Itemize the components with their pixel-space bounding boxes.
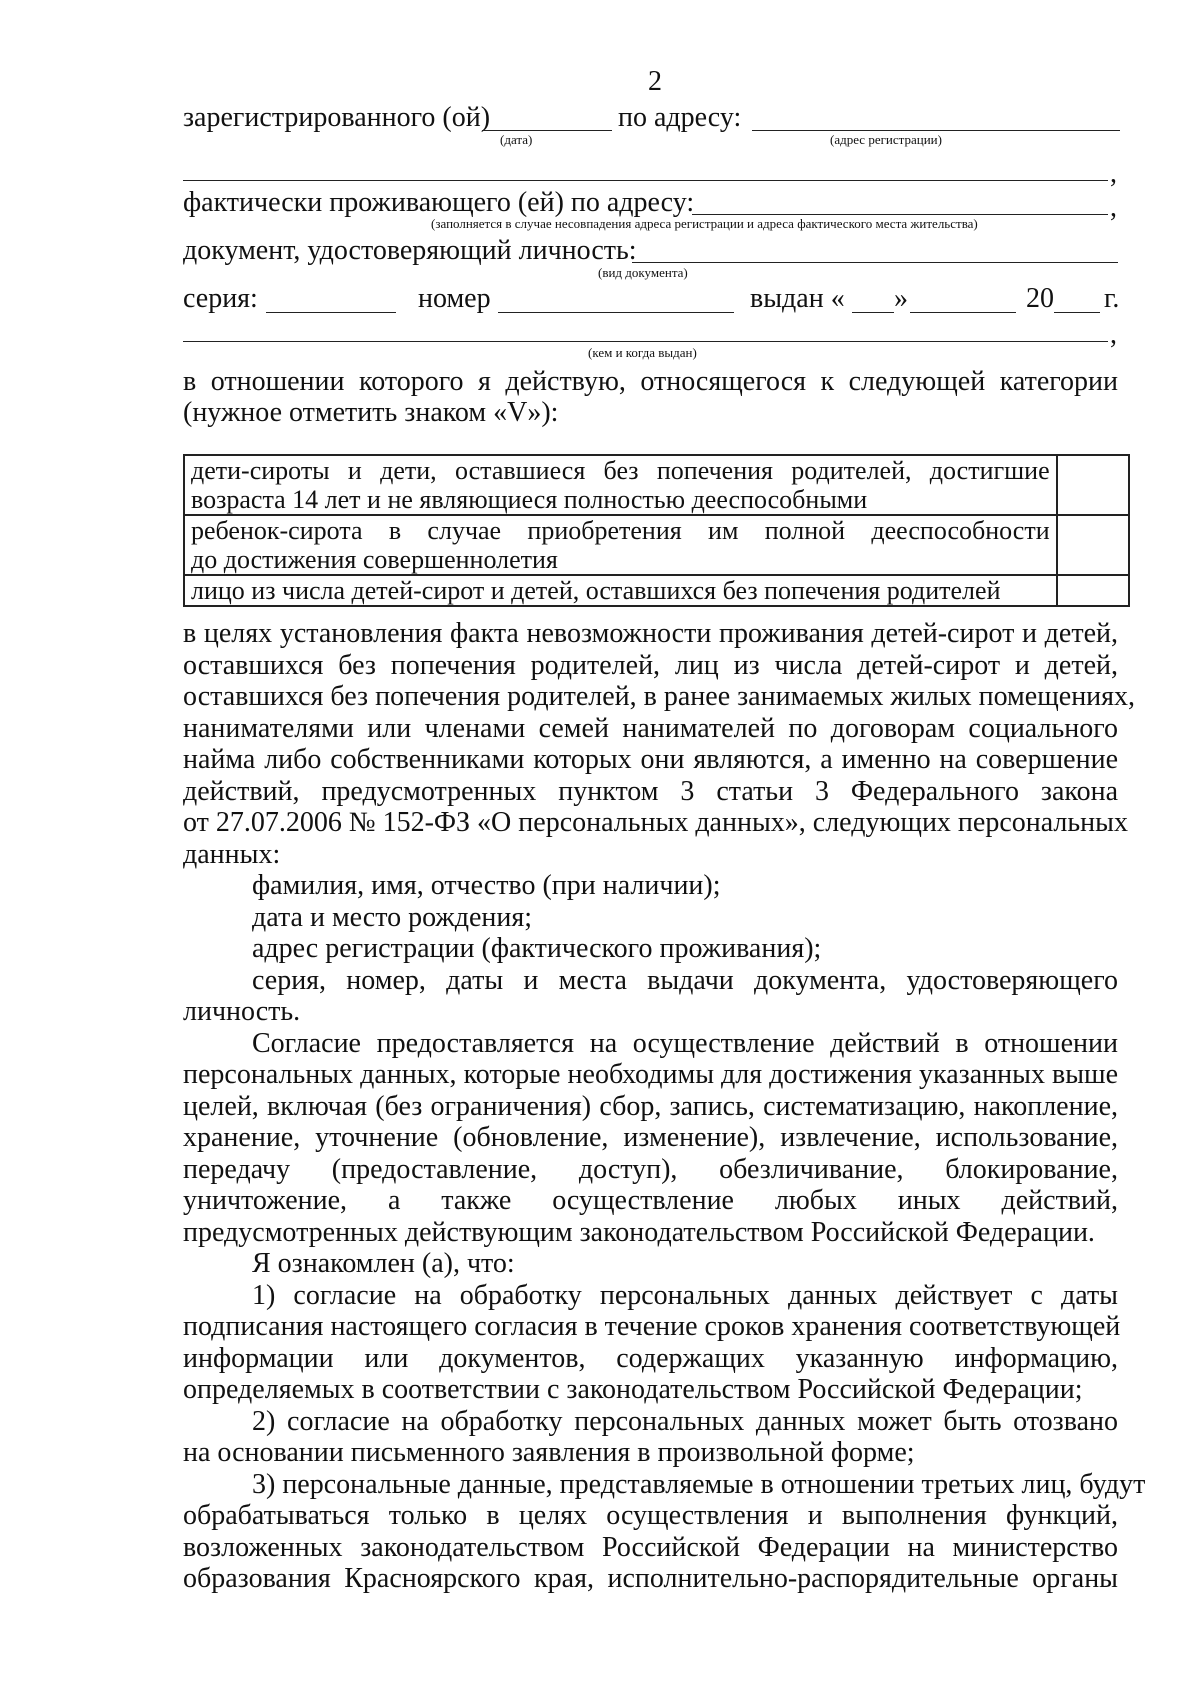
issued-day-field[interactable] [852, 312, 894, 313]
intro-line: (нужное отметить знаком «V»): [183, 397, 559, 428]
reg-address-field[interactable] [752, 130, 1120, 131]
acquainted-line: Я ознакомлен (а), что: [252, 1248, 515, 1279]
data-item: серия, номер, даты и места выдачи документа, удостоверяющего [252, 965, 1118, 996]
issued-by-field[interactable] [183, 341, 1108, 342]
year-prefix: 20 [1026, 283, 1054, 314]
point3-line: 3) персональные данные, представляемые в отношении третьих лиц, будут [252, 1469, 1146, 1500]
category-row [184, 515, 1129, 575]
consent-line: предусмотренных действующим законодательством Российской Федерации. [183, 1217, 1095, 1248]
comma-1: , [1110, 158, 1117, 189]
intro-line: в отношении которого я действую, относящегося к следующей категории [183, 366, 1118, 397]
year-suffix: г. [1104, 283, 1120, 314]
page-number: 2 [648, 66, 662, 97]
date-caption: (дата) [500, 132, 533, 147]
purpose-line: оставшихся без попечения родителей, в ранее занимаемых жилых помещениях, [183, 681, 1136, 712]
actual-address-caption: (заполняется в случае несовпадения адреса регистрации и адреса фактического места жительства) [431, 216, 978, 231]
issued-by-caption: (кем и когда выдан) [588, 345, 697, 360]
consent-line: персональных данных, которые необходимы для достижения указанных выше [183, 1059, 1118, 1090]
actual-address-field[interactable] [692, 214, 1108, 215]
consent-line: передачу (предоставление, доступ), обезличивание, блокирование, [183, 1154, 1118, 1185]
number-field[interactable] [498, 312, 734, 313]
address-label: по адресу: [618, 102, 742, 133]
series-field[interactable] [266, 312, 396, 313]
category-row [184, 575, 1129, 606]
category-table [183, 454, 1130, 607]
point1-line: 1) согласие на обработку персональных данных действует с даты [252, 1280, 1118, 1311]
registered-label: зарегистрированного (ой) [183, 102, 491, 133]
purpose-line: нанимателями или членами семей нанимателей по договорам социального [183, 713, 1118, 744]
series-label: серия: [183, 283, 258, 314]
data-item: фамилия, имя, отчество (при наличии); [252, 870, 721, 901]
category-line: лицо из числа детей-сирот и детей, оставшихся без попечения родителей [191, 576, 1001, 605]
category-line: до достижения совершеннолетия [191, 545, 558, 574]
point3-line: возложенных законодательством Российской Федерации на министерство [183, 1532, 1118, 1563]
comma-2: , [1110, 192, 1117, 223]
actual-address-label: фактически проживающего (ей) по адресу: [183, 187, 695, 218]
document-type-field[interactable] [632, 262, 1118, 263]
purpose-line: оставшихся без попечения родителей, лиц из числа детей-сирот и детей, [183, 650, 1118, 681]
consent-line: целей, включая (без ограничения) сбор, запись, систематизацию, накопление, [183, 1091, 1118, 1122]
point1-line: подписания настоящего согласия в течение сроков хранения соответствующей [183, 1311, 1121, 1342]
document-label: документ, удостоверяющий личность: [183, 235, 637, 266]
category-text [184, 515, 1057, 575]
consent-line: Согласие предоставляется на осуществление действий в отношении [252, 1028, 1118, 1059]
point1-line: определяемых в соответствии с законодательством Российской Федерации; [183, 1374, 1083, 1405]
comma-3: , [1110, 319, 1117, 350]
purpose-line: данных: [183, 839, 281, 870]
purpose-line: действий, предусмотренных пунктом 3 статьи 3 Федерального закона [183, 776, 1118, 807]
point3-line: обрабатываться только в целях осуществления и выполнения функций, [183, 1500, 1118, 1531]
category-line: дети-сироты и дети, оставшиеся без попечения родителей, достигшие [191, 456, 1050, 485]
point2-line: на основании письменного заявления в произвольной форме; [183, 1437, 915, 1468]
document-type-caption: (вид документа) [598, 265, 688, 280]
purpose-line: от 27.07.2006 № 152-ФЗ «О персональных данных», следующих персональных [183, 807, 1128, 838]
category-text [184, 575, 1057, 606]
point3-line: образования Красноярского края, исполнительно-распорядительные органы [183, 1563, 1118, 1594]
purpose-line: найма либо собственниками которых они являются, а именно на совершение [183, 744, 1118, 775]
data-item: адрес регистрации (фактического проживания); [252, 933, 822, 964]
category-checkbox[interactable] [1057, 575, 1129, 606]
issued-quote-close: » [894, 283, 908, 314]
consent-line: уничтожение, а также осуществление любых иных действий, [183, 1185, 1118, 1216]
consent-line: хранение, уточнение (обновление, изменение), извлечение, использование, [183, 1122, 1118, 1153]
point2-line: 2) согласие на обработку персональных данных может быть отозвано [252, 1406, 1118, 1437]
reg-address-continuation-field[interactable] [183, 180, 1108, 181]
category-text [184, 455, 1057, 515]
point1-line: информации или документов, содержащих указанную информацию, [183, 1343, 1118, 1374]
category-line: возраста 14 лет и не являющиеся полностью дееспособными [191, 485, 868, 514]
data-item: дата и место рождения; [252, 902, 533, 933]
issued-label: выдан « [750, 283, 845, 314]
reg-address-caption: (адрес регистрации) [830, 132, 942, 147]
data-item: личность. [183, 996, 301, 1027]
number-label: номер [418, 283, 491, 314]
purpose-line: в целях установления факта невозможности проживания детей-сирот и детей, [183, 618, 1118, 649]
category-checkbox[interactable] [1057, 455, 1129, 515]
category-checkbox[interactable] [1057, 515, 1129, 575]
date-field[interactable] [482, 130, 612, 131]
issued-year-field[interactable] [1054, 312, 1100, 313]
category-line: ребенок-сирота в случае приобретения им полной дееспособности [191, 516, 1050, 545]
category-row [184, 455, 1129, 515]
issued-month-field[interactable] [910, 312, 1016, 313]
